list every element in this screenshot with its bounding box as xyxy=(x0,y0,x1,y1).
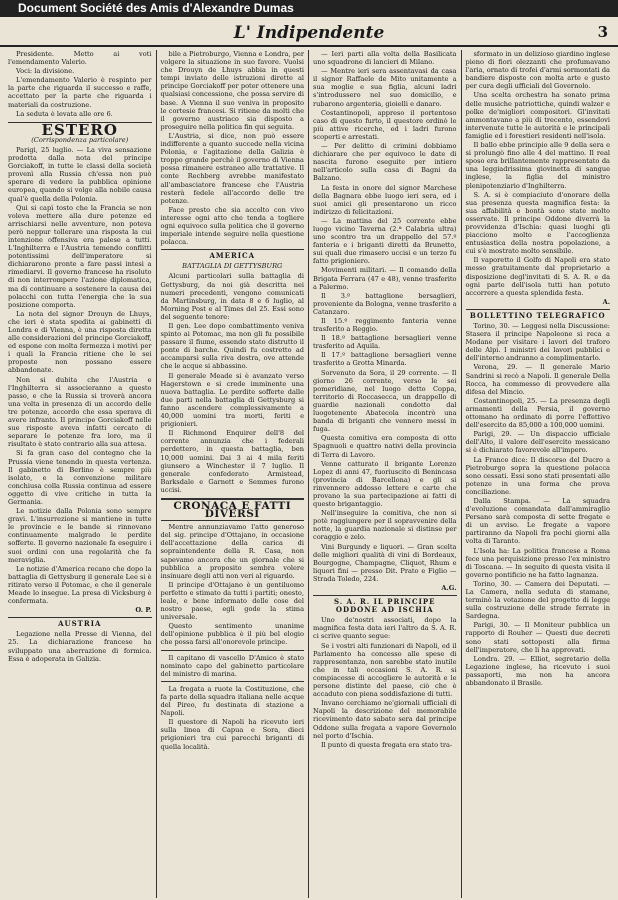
paragraph: Venne catturato il brigante Lorenzo Lopez di anni 47, fuoriuscito di Benincasa (provincia di Barcellona) e gli si rinvennero addosso lettere e carte che provano la sua partecipazione ai fatti di questo brigantaggio. xyxy=(313,459,457,509)
paragraph: Dalla Stampa. — La squadra d'evoluzione comandata dall'ammiraglio Persano sarà composta di sette fregate e di un avviso. Le fregate a vapore partiranno da Napoli fra pochi giorni alla volta di Taranto. xyxy=(465,496,610,546)
paragraph: Se i vostri alti funzionari di Napoli, ed il Parlamento ha concesso alle spese di rappresentanza, non sarebbe stato inutile che in tali occasioni S. A. R. si compiacesse di accogliere le autorità e le persone distinte del paese, ciò che è accaduto con piena soddisfazione di tutti. xyxy=(313,641,457,699)
paragraph: Verona, 29. — Il generale Mario Sandrini si recò a Napoli. Il generale Della Rocca, ha commesso di provvedere alla difesa del Mincio. xyxy=(465,363,610,396)
signature: O. P. xyxy=(135,606,152,615)
page-number: 3 xyxy=(597,23,608,41)
section-heading: CRONACA E FATTI DIVERSI xyxy=(161,498,305,521)
section-heading: S. A. R. IL PRINCIPE ODDONE AD ISCHIA xyxy=(313,595,457,614)
paragraph: L'emendamento Valerio è respinto per la parte che riguarda il successo e raffe, accettato per la parte che riguarda i materiali da costruzione. xyxy=(8,76,152,109)
paragraph: Il gen. Lee dopo combattimento veniva spinto ai Potomac, ma non gli fu possibile passare il fiume, essendo stato distrutto il ponte di barche. Quindi fu costretto ad accamparsi sulla riva destra, ove attende che le acque si abbassino. xyxy=(160,322,304,371)
paragraph: La festa in onore del signor Marchese della Bagnara ebbe luogo ieri sera, ed i suoi amici gli presentarono un ricco indirizzo di felicitazioni. xyxy=(313,183,457,216)
paragraph: sformato in un delizioso giardino inglese pieno di fiori olezzanti che profumavano l'aria, ornato di trofei d'armi sormontati da bandiere disposte con molta arte e gusto per cura degli ufficiali del Governolo. xyxy=(465,50,610,91)
paragraph: Le notizie dalla Polonia sono sempre gravi. L'insurrezione si mantiene in tutte le provincie e le bande si rinnovano continuamente malgrado le perdite sofferte. Il governo nazionale fa eseguire i suoi ordini con una regolarità che fa meraviglia. xyxy=(8,507,152,564)
signature: A.G. xyxy=(441,584,457,592)
column-4 xyxy=(462,50,615,898)
paragraph: Presidente. Metto ai voti l'emendamento Valerio. xyxy=(8,50,152,67)
paragraph: Il vaporetto il Golfo di Napoli era stato messo gratuitamente dal proprietario a disposizione degl'invitati di S. A. R. e da ogni parte dell'isola tutti han potuto accorrere a questa splendida festa. xyxy=(465,256,610,297)
paragraph: La seduta è levata alle ore 6. xyxy=(16,109,113,118)
paragraph: Movimenti militari. — Il comando della Brigata Ferrara (47 e 48), venne trasferito a Palermo. xyxy=(313,266,457,291)
newspaper-columns xyxy=(4,50,614,898)
section-heading: ESTERO xyxy=(8,122,152,134)
paragraph: Il capitano di vascello D'Amico è stato nominato capo del gabinetto particolare del ministro di marina. xyxy=(160,653,304,678)
paragraph: Legazione nella Presse di Vienna, del 25. La dichiarazione francese ha sviluppato una aberrazione di formica. Essa è adoperata in Galizia. xyxy=(8,630,152,663)
paragraph: Uno de'nostri associati, dopo la magnifica festa data ieri l'altro da S. A. R. ci scrive quanto segue: xyxy=(313,616,457,641)
paragraph: Voci: la divisione. xyxy=(16,67,75,76)
paragraph: Non si dubita che l'Austria e l'Inghilterra si associeranno a questo passo, e che la Russia si troverà ancora una volta in presenza di un accordo delle tre potenze, accordo che essa sperava di avere infranto. Il principe Gorciakoff nelle sue risposte aveva infatti cercato di separare le potenze fra loro, ma il risultato è stato contrario alla sua attesa. xyxy=(8,375,152,449)
paragraph: Si fa gran caso del contegno che la Prussia viene tenendo in questa vertenza. Il gabinetto di Berlino è sempre più isolato, e la convenzione militare conchiusa colla Russia continua ad essere oggetto di vive critiche in tutta la Germania. xyxy=(8,449,152,506)
paragraph: La fregata a ruote la Costituzione, che fa parte della squadra italiana nelle acque del Pireo, fu destinata di stazione a Napoli. xyxy=(160,684,304,718)
paragraph: Il punto di questa fregata era stato tra- xyxy=(321,740,453,749)
masthead xyxy=(0,17,618,47)
divider-rule xyxy=(161,650,305,651)
watermark-banner: Document Société des Amis d'Alexandre Dumas xyxy=(0,0,618,17)
paragraph: La nota del signor Drouyn de Lhuys, che ieri è stata spedita ai gabinetti di Londra e di Vienna, è una risposta diretta alle considerazioni del principe Gorciakoff, ed espone con molta fermezza i motivi per i quali la Francia ritiene che le sei proposte non possano essere abbandonate. xyxy=(8,309,152,375)
paragraph: Il Richmond Enquirer dell'8 del corrente annunzia che i federali perdettero, in questa battaglia, ben 10,000 uomini. Dai 3 ai 4 mila feriti giunsero a Winchester il 7 luglio. Il generale confederato Armistead, Barksdale e Garnett e Semmes furono uccisi. xyxy=(160,429,304,494)
paragraph: Parigi, 30. — Il Moniteur pubblica un rapporto di Rouher — Questi due decreti sono stati sottoposti alla firma dell'imperatore, che li ha approvati. xyxy=(465,621,610,654)
paragraph: Il ballo ebbe principio alle 9 della sera e si prolungò fino alle 4 del mattino. Il real sposo era brillantemente rappresentato da una leggiadrissima giovinetta di sangue inglese, la figlia del ministro plenipotenziario d'Inghilterra. xyxy=(465,141,610,190)
paragraph: Questa comitiva era composta di otto Spagnuoli e quattro nativi della provincia di Terra di Lavoro. xyxy=(313,434,457,459)
paragraph: Costantinopoli, 25. — La presenza degli armamenti della Persia, il governo ottomano ha ordinato di porre l'effettivo dell'esercito da 85,000 a 100,000 uomini. xyxy=(465,396,610,430)
divider-rule xyxy=(161,681,305,682)
paragraph: Nell'inseguire la comitiva, che non si potè raggiungere per il sopravvenire della notte, la guardia nazionale si distinse per coraggio e zelo. xyxy=(313,509,457,542)
paragraph: Il 18.º battaglione bersaglieri venne trasferito ad Aquila. xyxy=(313,334,457,351)
paragraph: — Per delitto di crimini dobbiamo dichiarare che per equivoco le date di nascita furono eseguite per intiero nell'articolo sulla casa di Bagni da Balzano. xyxy=(313,142,457,183)
column-3 xyxy=(309,50,462,898)
paragraph: Il generale Meade si è avanzato verso Hagerstown e si crede imminente una nuova battaglia. Le perdite sofferte dalle due parti nella battaglia di Gettysburg si fanno ascendere complessivamente a 40,000 uomini tra morti, feriti e prigionieri. xyxy=(160,371,304,429)
paragraph: Qui si capì tosto che la Francia se non voleva mettere alla dure potenze ed arrischiarsi nelle avventure, non poteva però neppur tollerare una risposta la cui intenzione offensiva era palese a tutti. L'Inghilterra e l'Austria temendo conflitti potentissimi dell'imperatore si dichiararono pronte a fare passi intesi a rimediarvi. Il governo francese ha risoluto di non interrompere l'azione diplomatica, ma di continuare a sostenere la causa dei polacchi con tutta l'energia che la sua posizione comporta. xyxy=(8,203,152,309)
paragraph: Invano cerchiamo ne'giornali ufficiali di Napoli la descrizione del memorabile ricevimento dato sabato sera dal principe Oddone sulla fregata a vapore Governolo nel porto d'Ischia. xyxy=(313,699,457,740)
paragraph: Costantinopoli, appreso il portentoso caso di questo furto, il questore ordinò le più attive ricerche, ed i ladri furono scoperti e arrestati. xyxy=(313,108,457,141)
section-heading: AUSTRIA xyxy=(8,617,152,628)
paragraph: Vini Burgundy e liquori. — Gran scelta delle migliori qualità di vini di Bordeaux, Bourgogne, Champagne, Cliquot, Rhum e liquori fini — presso Dit. Prato e Figlio — Strada Toledo, 224. xyxy=(313,542,457,583)
section-heading: BOLLETTINO TELEGRAFICO xyxy=(466,309,611,320)
paragraph: — La mattina del 25 corrente ebbe luogo vicino Taverna (2.ª Calabria ultra) uno scontro tra un drappello del 57.º fanteria e i briganti diretti da Brunetto, sui quali due rimasero uccisi e un terzo fu fatto prigioniero. xyxy=(313,216,457,266)
section-subheading: BATTAGLIA DI GETTYSBURG xyxy=(182,262,283,271)
paragraph: Londra. 29. — Elliot, segretario della Legazione inglese, ha ricevuto i suoi passaporti, ma non ha ancora abbandonato il Brasile. xyxy=(465,654,610,688)
column-2 xyxy=(157,50,310,898)
paragraph: Le notizie d'America recano che dopo la battaglia di Gettysburg il generale Lee si è ritirato verso il Potomac, e che il generale Meade lo insegue. La presa di Vicksburg è confermata. xyxy=(8,564,152,606)
paragraph: S. A. si è compiaciuto d'onorare della sua presenza questa magnifica festa: la sua affabilità e bontà sono state molto osservate. Il principe Oddone diverrà la provvidenza d'Ischia: quasi luoghi gli piacciono molto e l'accoglienza entusiastica della nostra popolazione, a cui s'è mostrato molto sensibile. xyxy=(465,190,610,256)
paragraph: L'Isola ha: La politica francese a Roma fece una perquisizione presso l'ex ministro di Toscana. — In seguito di questa visita il governo pontificio ne ha fatto lagnanza. xyxy=(465,546,610,579)
paragraph: Face presto che sia accolto con vivo interesse ogni atto che tenda a togliere ogni equivoco sulla politica che il governo imperiale intende seguire nella questione polacca. xyxy=(160,205,304,247)
paragraph: Il 15.º reggimento fanteria venne trasferito a Reggio. xyxy=(313,317,457,334)
paragraph: Una scelta orchestra ha sonato prima delle musiche patriottiche, quindi walzer e polke de'migliori compositori. Gl'invitati ammontavano a più di trecento, essendovi intervenute tutte le autorità e le principali famiglie ed i forestieri residenti nell'isola. xyxy=(465,91,610,140)
column-1 xyxy=(4,50,157,898)
paragraph: Parigi, 25 luglio. — La viva sensazione prodotta dalla nota del principe Gorciakoff, in tutte le classi della società provenì alla Russia ch'essa non può sperare di vedere la pubblica opinione europea, quando si volge alla nobile causa qual'è quella della Polonia. xyxy=(8,145,152,203)
section-heading: AMERICA xyxy=(161,249,305,260)
newspaper-title: L' Indipendente xyxy=(233,23,385,43)
paragraph: Sorvenuto da Sora, il 29 corrente. — Il giorno 26 corrente, verso le sei pomeridiane, nel luogo detto Coppa, territorio di Roccasecca, un drappello di guardie nazionali condotto dal luogotenente Abatecola incontrò una banda di briganti che vennero messi in fuga. xyxy=(313,368,457,434)
paragraph: Mentre annunziavamo l'atto generoso del sig. principe d'Ottajano, in occasione dell'accettazione della carica di sopraintendente della R. Casa, non sapevamo ancora che un giornale che si pubblica a proposito sembra volere insinuare degli atti non veri al riguardo. xyxy=(160,523,304,580)
paragraph: Il principe d'Ottajano è un gentiluomo perfetto e stimato da tutti i partiti; onesto, leale, e bene informato delle cose del nostro paese, egli gode la stima universale. xyxy=(160,580,304,622)
paragraph: Questo sentimento unanime dell'opinione pubblica è il più bel elogio che possa farsi all'onorevole principe. xyxy=(160,622,304,647)
paragraph: bile a Pietroburgo, Vienna e Londra, per volgere la situazione in suo favore. Vuolsi che Drouyn de Lhuys abbia in questi tempi inviato delle istruzioni dirette al principe Gorciakoff per poter ottenere una qualsiasi concessione, che possa servire di base. A Vienna il suo veniva in proposito le cortesie francesi. Si ritiene da molti che il governo austriaco sia disposto a proseguire nella politica fin qui seguita. xyxy=(160,50,304,131)
paragraph: Il 17.º battaglione bersaglieri venne trasferito a Grotta Minarda. xyxy=(313,351,457,368)
paragraph: Torino, 30. — Camera dei Deputati. — La Camera, nella seduta di stamane, terminò la votazione del progetto di legge sulla costruzione delle strade ferrate in Sardegna. xyxy=(465,579,610,621)
paragraph: L'Austria, si dice, non può essere indifferente a quanto succede nella vicina Polonia, e l'agitazione della Galizia è troppo grande perchè il governo di Vienna possa rimanere estraneo alle trattative. Il conte Rechberg avrebbe manifestato all'ambasciatore francese che l'Austria resterà fedele all'accordo delle tre potenze. xyxy=(160,131,304,205)
paragraph: La France dice: Il discorso del Ducro a Pietroburgo sopra la questione polacca sono cessati. Essi sono stati presentati alle potenze in una forma che prova conciliazione. xyxy=(465,455,610,496)
paragraph: — Mentre ieri sera assentavasi da casa il signor Raffaele de Mito unitamente a sua moglie e sua figlia, alcuni ladri s'introdussero nel suo domicilio, e rubarono argenteria, gioielli e danaro. xyxy=(313,67,457,108)
paragraph: — Ieri parti alla volta della Basilicata uno squadrone di lancieri di Milano. xyxy=(313,50,457,67)
paragraph: Alcuni particolari sulla battaglia di Gettysburg, da noi già descritta nei numeri precedenti, vengono comunicati da Martinsburg, in data 8 e 6 luglio, al Morning Post e al Times del 25. Essi sono del seguente tenore: xyxy=(160,272,304,321)
paragraph: Il 3.º battaglione bersaglieri, proveniente da Bologna, venne trasferito a Catanzaro. xyxy=(313,291,457,316)
paragraph: Parigi, 29. — Un dispaccio ufficiale dell'Alto, il valore dell'esercito messicano si è dichiarato favorevole all'impero. xyxy=(465,430,610,455)
section-subheading: (Corrispondenza particolare) xyxy=(31,135,129,144)
paragraph: Il questore di Napoli ha ricevuto ieri sulla linea di Capua e Sora, dieci prigionieri tra cui parecchi briganti di quella località. xyxy=(160,718,304,751)
signature: A. xyxy=(602,297,610,306)
paragraph: Torino, 30. — Leggesi nella Discussione: Stasera il principe Napoleone si reca a Modane per visitare i lavori del traforo delle Alpi. I ministri dei lavori pubblici e dell'interno andranno a complimentarlo. xyxy=(465,322,610,363)
